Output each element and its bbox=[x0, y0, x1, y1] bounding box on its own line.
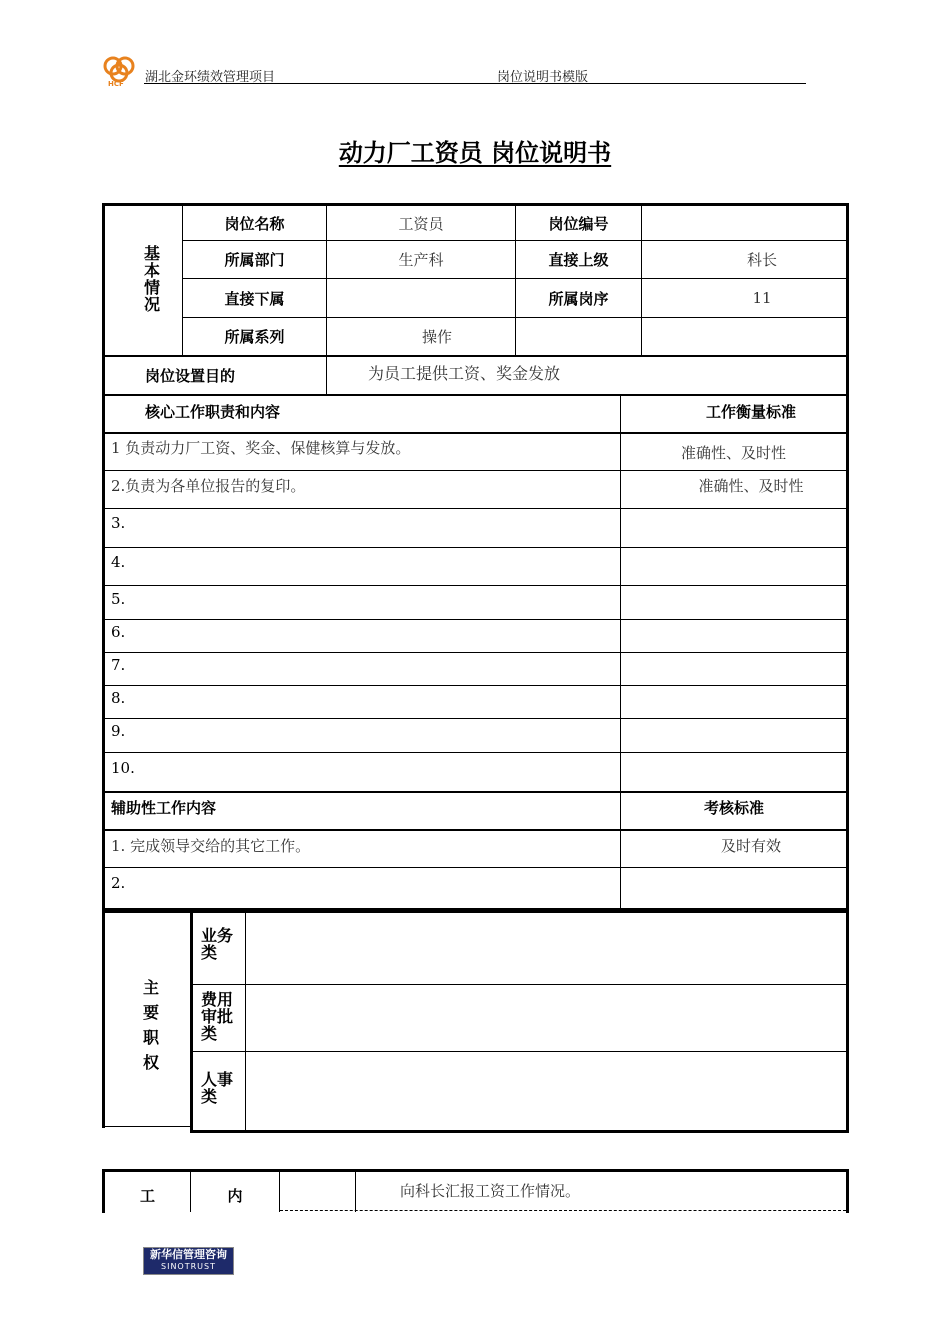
header-doc-type: 岗位说明书模版 bbox=[497, 70, 589, 85]
aux-standard-header: 考核标准 bbox=[703, 798, 764, 817]
core-item-1: 1 负责动力厂工资、奖金、保健核算与发放。 bbox=[111, 438, 411, 457]
label-grade: 所属岗序 bbox=[548, 289, 609, 308]
value-grade: 11 bbox=[752, 289, 772, 307]
label-series: 所属系列 bbox=[224, 328, 285, 346]
aux-header: 辅助性工作内容 bbox=[111, 798, 217, 817]
work-text: 向科长汇报工资工作情况。 bbox=[400, 1181, 581, 1200]
core-item-4: 4. bbox=[111, 553, 126, 571]
core-item-6: 6. bbox=[111, 623, 126, 641]
work-col2-label: 内 bbox=[227, 1186, 243, 1205]
footer-logo-line2: SINOTRUST bbox=[161, 1262, 216, 1271]
authority-label-expense: 费用审批类 bbox=[201, 990, 234, 1043]
core-item-5: 5. bbox=[111, 590, 126, 608]
value-subordinates bbox=[327, 279, 515, 317]
authority-label-business: 业务类 bbox=[201, 926, 234, 962]
aux-item-2: 2. bbox=[111, 874, 126, 892]
core-standard-2: 准确性、及时性 bbox=[698, 476, 804, 495]
core-item-7: 7. bbox=[111, 656, 126, 674]
label-subordinates: 直接下属 bbox=[224, 289, 285, 308]
label-purpose: 岗位设置目的 bbox=[145, 367, 236, 385]
core-item-9: 9. bbox=[111, 722, 126, 740]
value-position-name: 工资员 bbox=[398, 214, 444, 233]
core-item-2: 2.负责为各单位报告的复印。 bbox=[111, 476, 306, 495]
core-header: 核心工作职责和内容 bbox=[145, 402, 281, 421]
company-logo bbox=[100, 54, 138, 90]
value-supervisor: 科长 bbox=[746, 251, 777, 269]
work-col1-label: 工 bbox=[139, 1186, 155, 1205]
label-position-name: 岗位名称 bbox=[224, 214, 285, 233]
core-item-3: 3. bbox=[111, 514, 126, 532]
aux-standard-1: 及时有效 bbox=[720, 836, 781, 855]
label-position-code: 岗位编号 bbox=[548, 214, 609, 233]
authority-section-label: 主要职权 bbox=[142, 978, 159, 1072]
company-logo-text: HCF bbox=[108, 80, 124, 88]
core-standard-header: 工作衡量标准 bbox=[705, 402, 796, 421]
core-item-10: 10. bbox=[111, 759, 135, 777]
core-standard-1: 准确性、及时性 bbox=[680, 443, 786, 462]
value-department: 生产科 bbox=[398, 251, 444, 269]
value-series: 操作 bbox=[421, 328, 452, 346]
footer-logo bbox=[143, 1247, 234, 1275]
value-position-code bbox=[642, 206, 846, 240]
aux-item-1: 1. 完成领导交给的其它工作。 bbox=[111, 836, 311, 855]
footer-logo-line1: 新华信管理咨询 bbox=[150, 1248, 227, 1261]
core-item-8: 8. bbox=[111, 689, 126, 707]
page-title: 动力厂工资员 岗位说明书 bbox=[338, 139, 612, 167]
value-purpose: 为员工提供工资、奖金发放 bbox=[368, 363, 561, 383]
authority-label-hr: 人事类 bbox=[201, 1070, 234, 1106]
label-department: 所属部门 bbox=[224, 251, 285, 269]
header-rule bbox=[144, 83, 806, 84]
header-project: 湖北金环绩效管理项目 bbox=[145, 70, 276, 85]
label-supervisor: 直接上级 bbox=[548, 251, 609, 269]
basic-section-label: 基本情况 bbox=[143, 244, 160, 314]
